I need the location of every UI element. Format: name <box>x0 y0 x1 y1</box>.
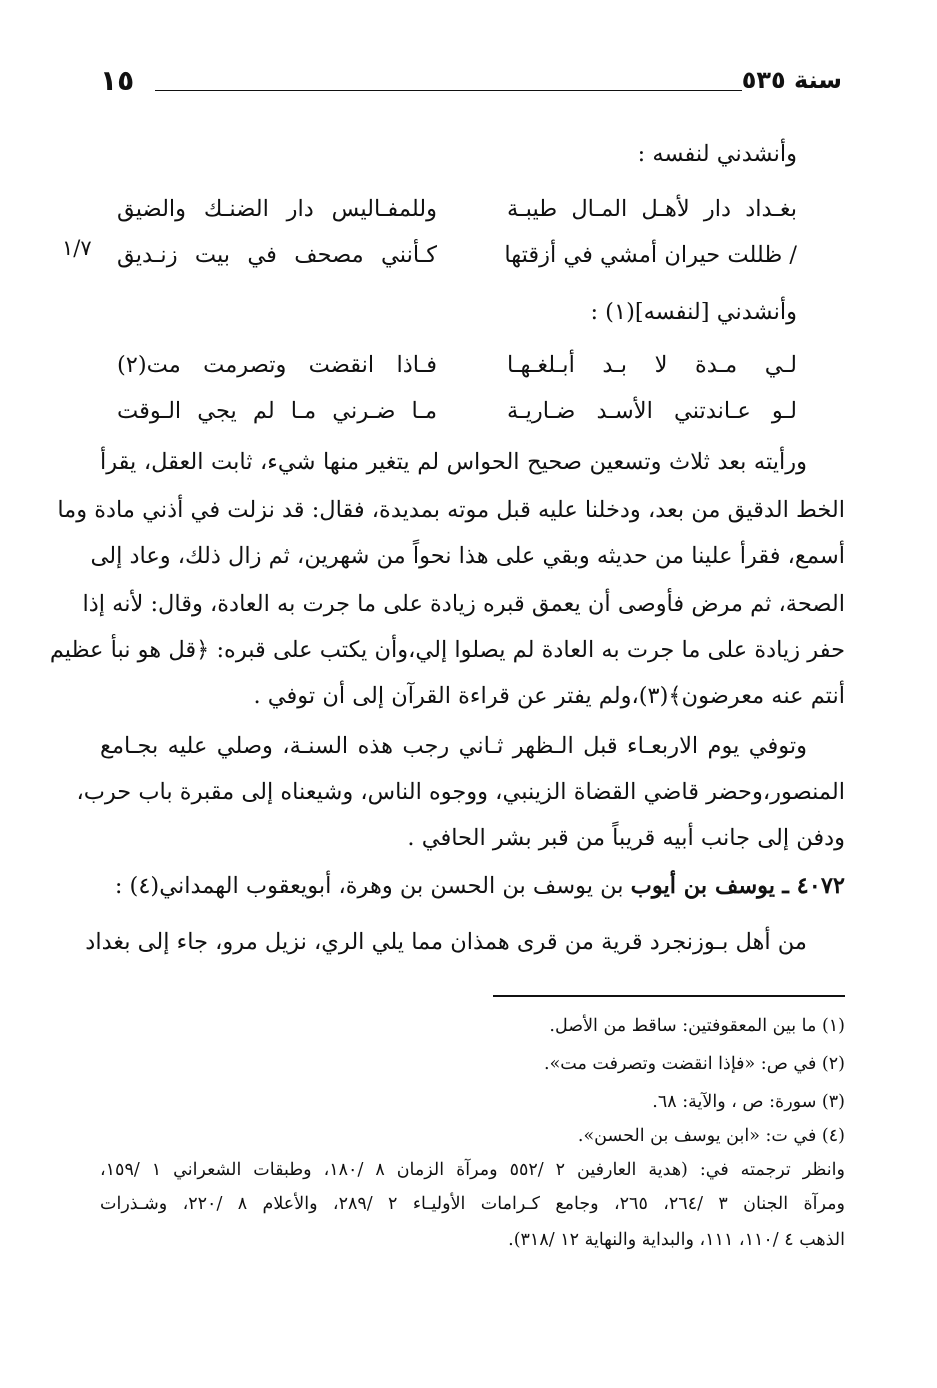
verse-1-second-half: وللمفـاليس دار الضنـك والضيق <box>117 196 437 222</box>
biography-entry-heading <box>100 872 845 901</box>
footnote-2: (٢) في ص: «فإذا انقضت وتصرفت مت». <box>544 1054 845 1074</box>
poem-intro-2: وأنشدني [لنفسه](١) : <box>590 299 797 325</box>
paragraph-1-line-1: ورأيته بعد ثلاث وتسعين صحيح الحواس لم يتغير منها شيء، ثابت العقل، يقرأ <box>100 449 807 475</box>
entry-lineage: بن يوسف بن الحسن بن وهرة، أبويعقوب الهمداني(٤) : <box>114 873 624 899</box>
verse-4-second-half: مـا ضـرني مـا لم يجي الـوقت <box>117 398 437 424</box>
footnote-1: (١) ما بين المعقوفتين: ساقط من الأصل. <box>549 1016 845 1036</box>
header-rule <box>155 90 742 91</box>
footnote-4: (٤) في ت: «ابن يوسف بن الحسن». <box>577 1126 845 1146</box>
paragraph-1-line-4: الصحة، ثم مرض فأوصى أن يعمق قبره زيادة على ما جرت به العادة، وقال: لأنه إذا <box>82 591 845 617</box>
header-year: سنة ٥٣٥ <box>741 66 842 94</box>
paragraph-1-line-6: أنتم عنه معرضون﴾(٣)،ولم يفتر عن قراءة القرآن إلى أن توفي . <box>253 683 845 709</box>
entry-name: يوسف بن أيوب <box>630 873 776 899</box>
page-header <box>100 62 842 102</box>
entry-number: ٤٠٧٢ ـ <box>782 873 845 899</box>
poem-intro-1: وأنشدني لنفسه : <box>637 141 797 167</box>
paragraph-2-line-1: وتوفي يوم الاربعـاء قبل الـظهر ثـاني رجب هذه السنـة، وصلي عليه بجـامع <box>100 733 807 759</box>
verse-3-second-half: فـاذا انقضت وتصرمت مت(٢) <box>117 352 437 378</box>
paragraph-1-line-5: حفر زيادة على ما جرت به العادة لم يصلوا إلي،وأن يكتب على قبره: ﴿قل هو نبأ عظيم <box>49 637 845 663</box>
footnote-5-line-1: وانظر ترجمته في: (هدية العارفين ٢ /٥٥٢ ومرآة الزمان ٨ /١٨٠، وطبقات الشعراني ١ /١٥٩، <box>100 1160 845 1180</box>
footnote-5-line-3: الذهب ٤ /١١٠، ١١١، والبداية والنهاية ١٢ /٣١٨). <box>508 1230 845 1250</box>
verse-1-first-half: بغـداد دار لأهـل المـال طيبـة <box>507 196 797 222</box>
paragraph-1-line-3: أسمع، فقرأ علينا من حديثه وبقي على هذا نحواً من شهرين، ثم زال ذلك، وعاد إلى <box>90 543 845 569</box>
paragraph-2-line-2: المنصور،وحضر قاضي القضاة الزينبي، ووجوه الناس، وشيعناه إلى مقبرة باب حرب، <box>76 779 845 805</box>
paragraph-3-line-1: من أهل بـوزنجرد قرية من قرى همذان مما يلي الري، نزيل مرو، جاء إلى بغداد <box>85 929 807 955</box>
verse-4-first-half: لـو عـاندتني الأسـد ضـاريـة <box>507 398 797 424</box>
footnote-5-line-2: ومرآة الجنان ٣ /٢٦٤، ٢٦٥، وجامع كـرامات الأوليـاء ٢ /٢٨٩، والأعلام ٨ /٢٢٠، وشـذرات <box>100 1194 845 1214</box>
verse-2-second-half: كـأنني مصحف في بيت زنـديق <box>117 242 437 268</box>
page-number: ١٥ <box>100 64 135 97</box>
footnote-3: (٣) سورة: ص ، والآية: ٦٨. <box>652 1092 845 1112</box>
paragraph-1-line-2: الخط الدقيق من بعد، ودخلنا عليه قبل موته بمديدة، فقال: قد نزلت في أذني مادة وما <box>57 497 845 523</box>
footnote-separator <box>493 995 845 997</box>
verse-2-first-half: / ظللت حيران أمشي في أزقتها <box>504 242 797 268</box>
verse-3-first-half: لـي مـدة لا بـد أبـلغـهـا <box>507 352 797 378</box>
margin-folio-note: ١/٧ <box>62 236 92 260</box>
paragraph-2-line-3: ودفن إلى جانب أبيه قريباً من قبر بشر الحافي . <box>407 825 845 851</box>
